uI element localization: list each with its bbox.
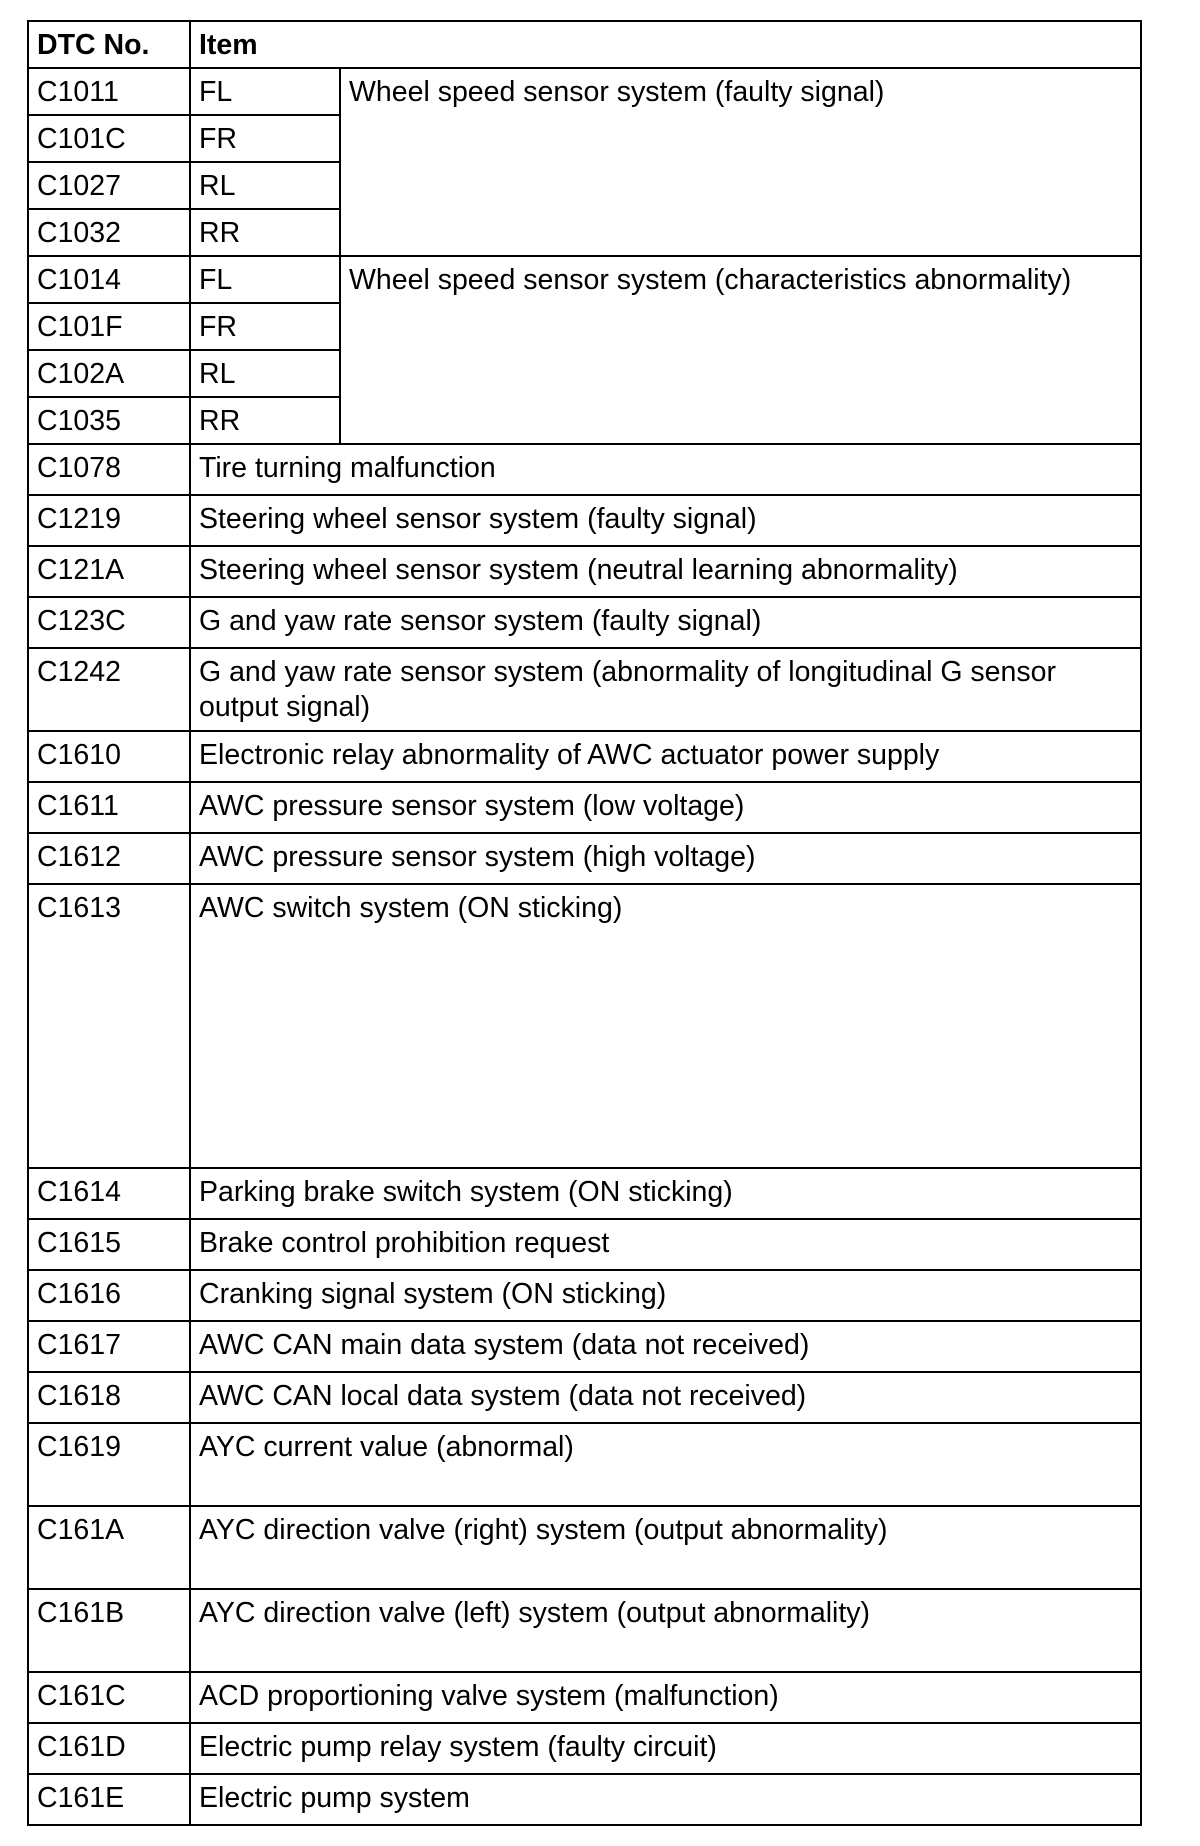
wheel-position: FL (190, 68, 340, 115)
dtc-code: C1619 (28, 1423, 190, 1506)
dtc-code: C123C (28, 597, 190, 648)
dtc-code: C121A (28, 546, 190, 597)
header-row (28, 21, 1141, 68)
dtc-item: AWC CAN local data system (data not received) (190, 1372, 1141, 1423)
wheel-position: FL (190, 256, 340, 303)
dtc-item: AYC current value (abnormal) (190, 1423, 1141, 1506)
dtc-code: C1035 (28, 397, 190, 444)
dtc-code: C1615 (28, 1219, 190, 1270)
dtc-item: Tire turning malfunction (190, 444, 1141, 495)
dtc-code: C1617 (28, 1321, 190, 1372)
dtc-code: C161A (28, 1506, 190, 1589)
dtc-item: Parking brake switch system (ON sticking) (190, 1168, 1141, 1219)
table-row (28, 884, 1141, 1168)
table-row (28, 648, 1141, 731)
table-row (28, 833, 1141, 884)
group-description: Wheel speed sensor system (characteristics abnormality) (340, 256, 1141, 444)
dtc-item: AWC CAN main data system (data not received) (190, 1321, 1141, 1372)
dtc-item: Steering wheel sensor system (neutral learning abnormality) (190, 546, 1141, 597)
dtc-code: C101F (28, 303, 190, 350)
group-description: Wheel speed sensor system (faulty signal) (340, 68, 1141, 256)
header-item: Item (190, 21, 1141, 68)
table-row (28, 782, 1141, 833)
dtc-item: AYC direction valve (right) system (output abnormality) (190, 1506, 1141, 1589)
dtc-code: C161B (28, 1589, 190, 1672)
dtc-item: AYC direction valve (left) system (output abnormality) (190, 1589, 1141, 1672)
table-row (28, 597, 1141, 648)
dtc-code: C161D (28, 1723, 190, 1774)
dtc-item: Electronic relay abnormality of AWC actuator power supply (190, 731, 1141, 782)
wheel-position: RL (190, 162, 340, 209)
table-row (28, 546, 1141, 597)
dtc-code: C1611 (28, 782, 190, 833)
wheel-position: RR (190, 397, 340, 444)
wheel-position: RR (190, 209, 340, 256)
dtc-code: C1612 (28, 833, 190, 884)
dtc-code: C1610 (28, 731, 190, 782)
dtc-code: C161C (28, 1672, 190, 1723)
table-row (28, 444, 1141, 495)
wheel-position: RL (190, 350, 340, 397)
dtc-code: C1616 (28, 1270, 190, 1321)
dtc-item: Electric pump system (190, 1774, 1141, 1825)
dtc-code: C102A (28, 350, 190, 397)
header-dtc-no: DTC No. (28, 21, 190, 68)
table-row (28, 1321, 1141, 1372)
table-row (28, 1506, 1141, 1589)
table-row (28, 256, 1141, 303)
dtc-item: Steering wheel sensor system (faulty signal) (190, 495, 1141, 546)
dtc-code: C101C (28, 115, 190, 162)
wheel-position: FR (190, 115, 340, 162)
dtc-code: C1219 (28, 495, 190, 546)
table-row (28, 1672, 1141, 1723)
dtc-item: AWC pressure sensor system (high voltage) (190, 833, 1141, 884)
dtc-code: C1614 (28, 1168, 190, 1219)
table-row (28, 1589, 1141, 1672)
dtc-item: AWC switch system (ON sticking) (190, 884, 1141, 1168)
table-row (28, 1168, 1141, 1219)
table-row (28, 1270, 1141, 1321)
dtc-item: Electric pump relay system (faulty circuit) (190, 1723, 1141, 1774)
dtc-table (27, 20, 1142, 1826)
table-row (28, 1423, 1141, 1506)
dtc-code: C1618 (28, 1372, 190, 1423)
dtc-code: C1032 (28, 209, 190, 256)
dtc-item: Cranking signal system (ON sticking) (190, 1270, 1141, 1321)
wheel-position: FR (190, 303, 340, 350)
dtc-code: C1613 (28, 884, 190, 1168)
table-row (28, 495, 1141, 546)
dtc-code: C1242 (28, 648, 190, 731)
dtc-item: G and yaw rate sensor system (abnormality of longitudinal G sensor output signal) (190, 648, 1141, 731)
table-row (28, 1774, 1141, 1825)
table-row (28, 1372, 1141, 1423)
dtc-code: C1027 (28, 162, 190, 209)
dtc-code: C1078 (28, 444, 190, 495)
dtc-item: G and yaw rate sensor system (faulty signal) (190, 597, 1141, 648)
dtc-item: ACD proportioning valve system (malfunction) (190, 1672, 1141, 1723)
table-row (28, 731, 1141, 782)
table-row (28, 1219, 1141, 1270)
table-row (28, 68, 1141, 115)
dtc-code: C161E (28, 1774, 190, 1825)
table-row (28, 1723, 1141, 1774)
dtc-code: C1011 (28, 68, 190, 115)
dtc-item: AWC pressure sensor system (low voltage) (190, 782, 1141, 833)
dtc-code: C1014 (28, 256, 190, 303)
dtc-item: Brake control prohibition request (190, 1219, 1141, 1270)
